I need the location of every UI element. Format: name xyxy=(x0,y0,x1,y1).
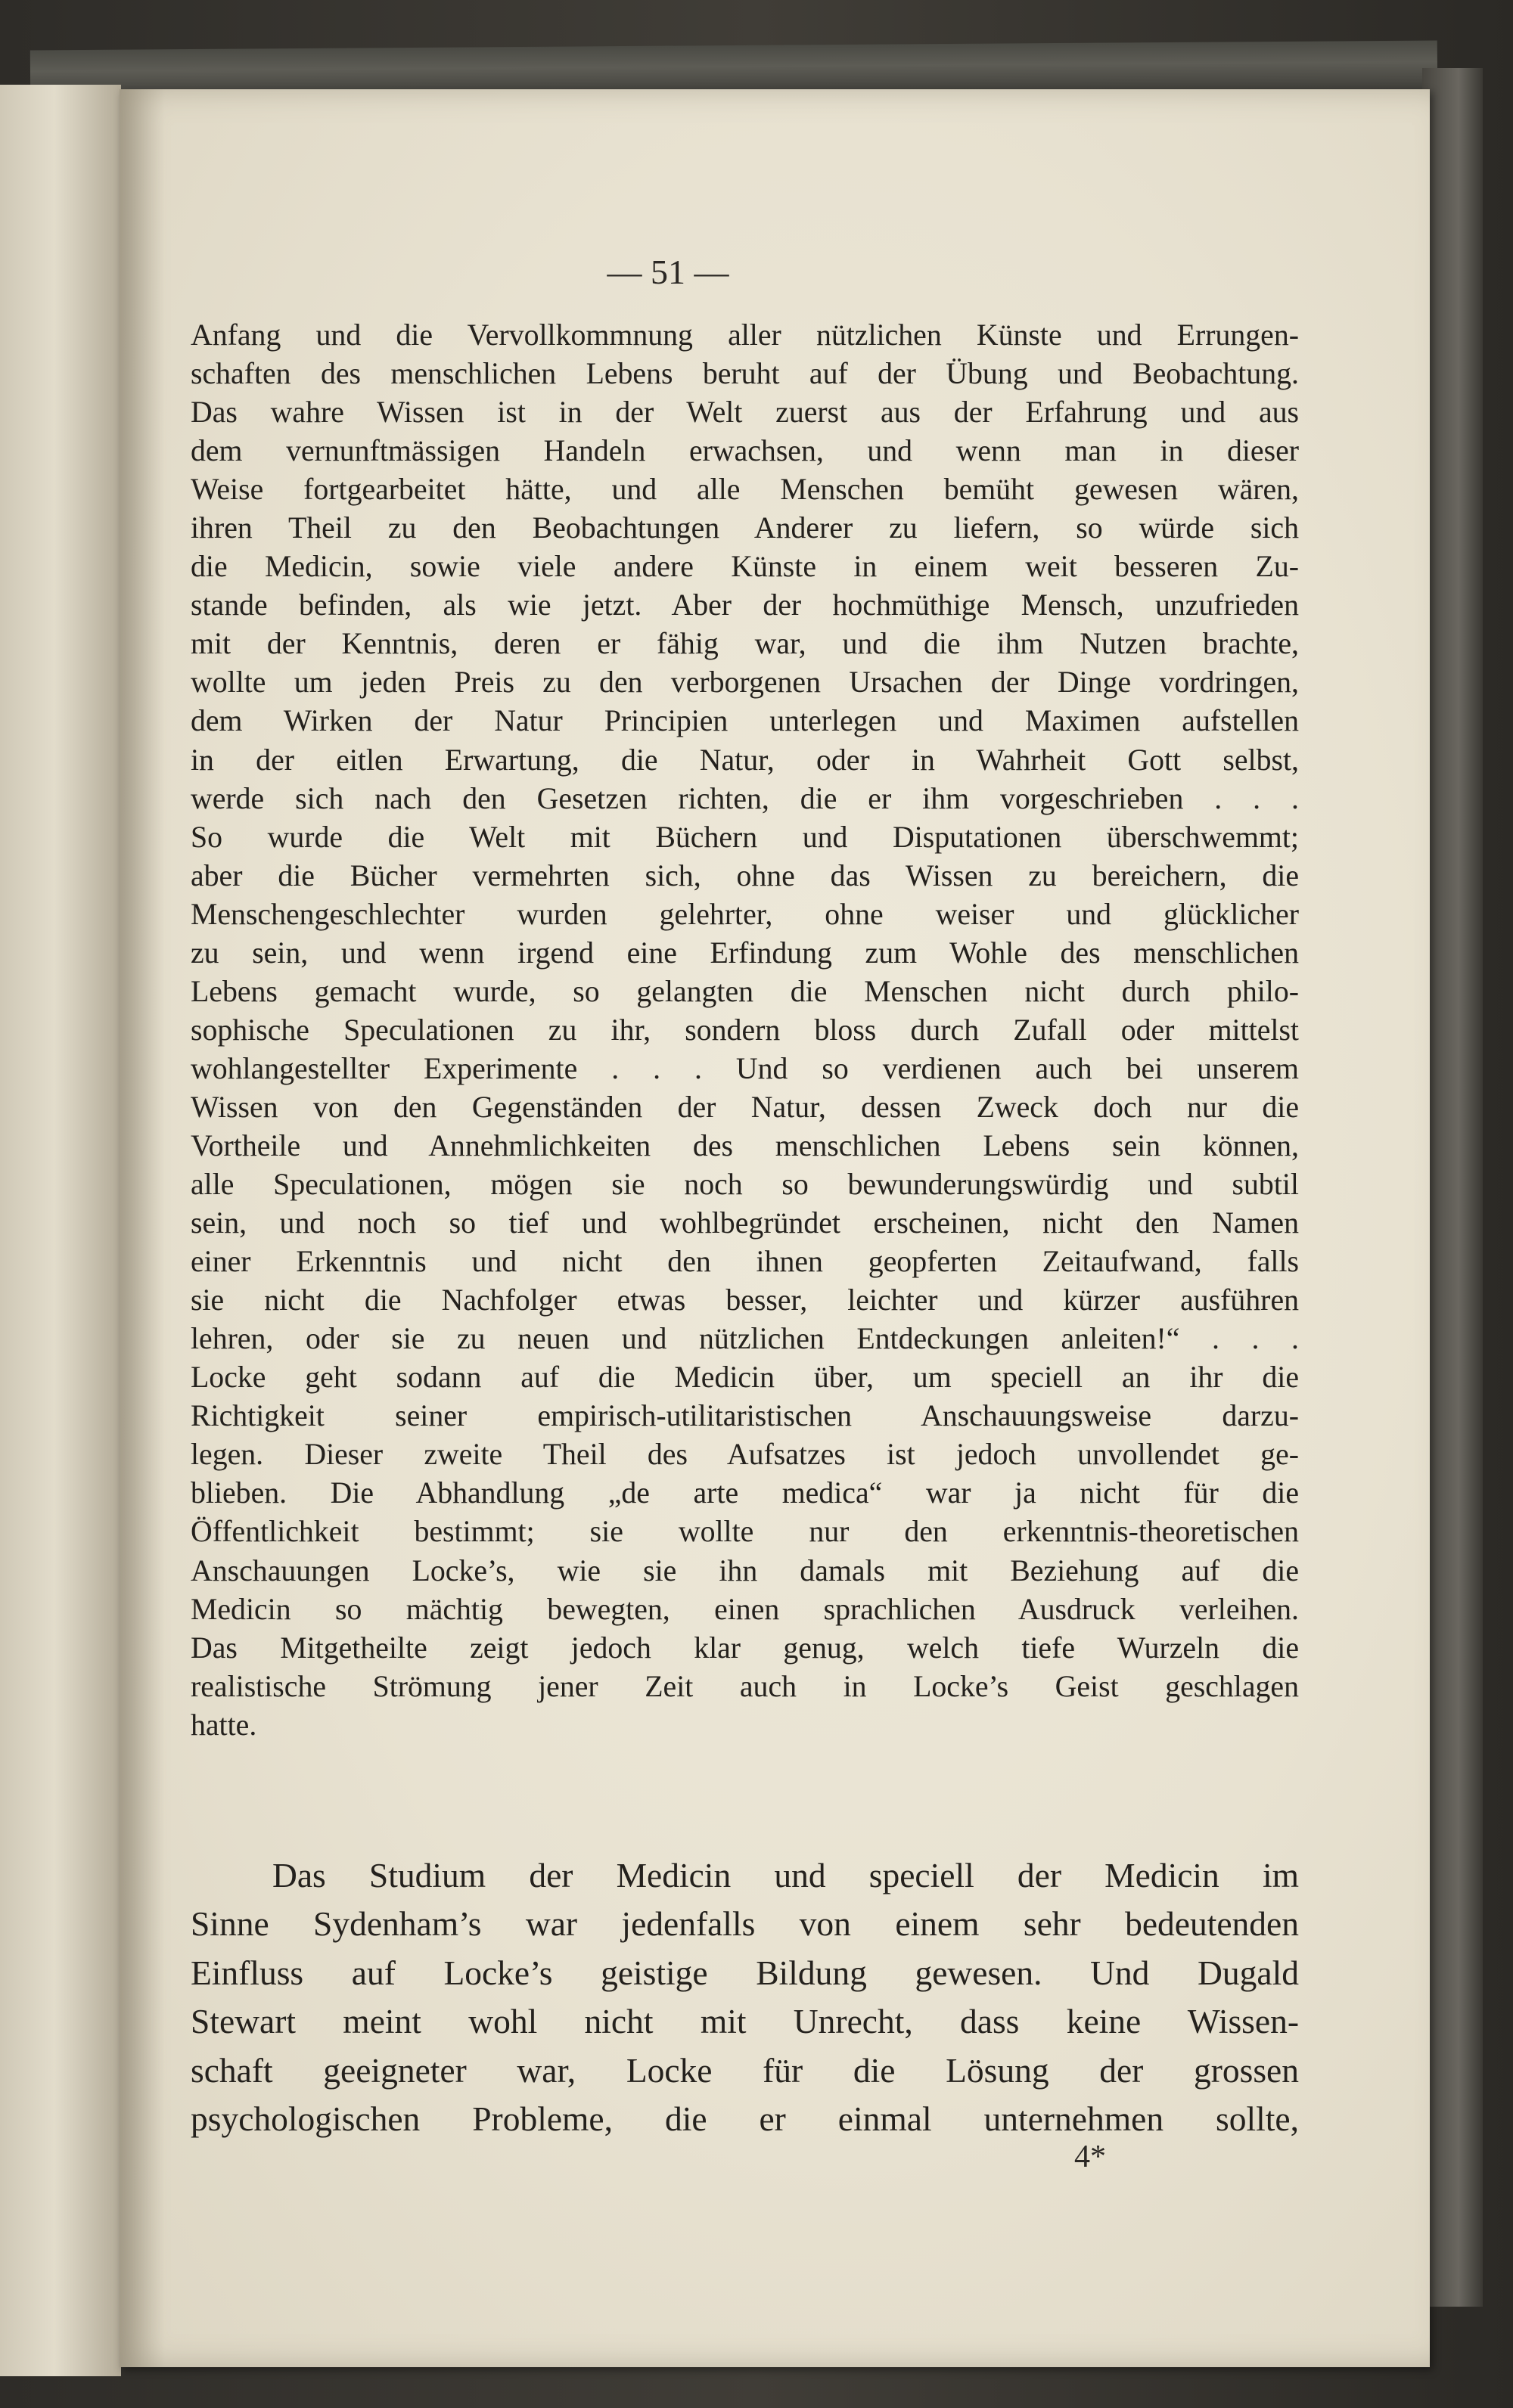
text-line: ihren Theil zu den Beobachtungen Anderer zu liefern, so würde sich xyxy=(191,511,1299,545)
book-page xyxy=(120,89,1430,2367)
text-line: Das Mitgetheilte zeigt jedoch klar genug, welch tiefe Wurzeln die xyxy=(191,1631,1299,1665)
text-line: in der eitlen Erwartung, die Natur, oder in Wahrheit Gott selbst, xyxy=(191,743,1299,777)
quoted-paragraph xyxy=(191,316,1299,1745)
text-line: Weise fortgearbeitet hätte, und alle Menschen bemüht gewesen wären, xyxy=(191,473,1299,507)
page-gutter-shadow xyxy=(120,89,165,2367)
text-line: Anschauungen Locke’s, wie sie ihn damals mit Beziehung auf die xyxy=(191,1553,1299,1587)
text-line: dem Wirken der Natur Principien unterlegen und Maximen aufstellen xyxy=(191,704,1299,738)
text-line: hatte. xyxy=(191,1708,257,1742)
text-line: Medicin so mächtig bewegten, einen sprachlichen Ausdruck verleihen. xyxy=(191,1592,1299,1626)
facing-page-edge xyxy=(0,85,121,2376)
text-line: Einfluss auf Locke’s geistige Bildung gewesen. Und Dugald xyxy=(191,1953,1299,1992)
signature-mark: 4* xyxy=(1074,2140,1106,2174)
text-line: Sinne Sydenham’s war jedenfalls von einem sehr bedeutenden xyxy=(191,1904,1299,1944)
text-line: schaften des menschlichen Lebens beruht auf der Übung und Beobachtung. xyxy=(191,357,1299,391)
text-line: sie nicht die Nachfolger etwas besser, leichter und kürzer ausführen xyxy=(191,1283,1299,1317)
page-number: — 51 — xyxy=(607,253,729,291)
text-line: Richtigkeit seiner empirisch-utilitaristischen Anschauungsweise darzu- xyxy=(191,1399,1299,1433)
text-line: blieben. Die Abhandlung „de arte medica“ war ja nicht für die xyxy=(191,1476,1299,1510)
text-line: alle Speculationen, mögen sie noch so bewunderungswürdig und subtil xyxy=(191,1168,1299,1202)
text-line: Das wahre Wissen ist in der Welt zuerst aus der Erfahrung und aus xyxy=(191,396,1299,430)
text-line: So wurde die Welt mit Büchern und Disputationen überschwemmt; xyxy=(191,820,1299,854)
text-line: Vortheile und Annehmlichkeiten des menschlichen Lebens sein können, xyxy=(191,1128,1299,1162)
text-line: Das Studium der Medicin und speciell der Medicin im xyxy=(272,1856,1299,1894)
text-line: Öffentlichkeit bestimmt; sie wollte nur den erkenntnis-theoretischen xyxy=(191,1515,1299,1549)
text-line: Anfang und die Vervollkommnung aller nützlichen Künste und Errungen- xyxy=(191,318,1299,352)
text-line: lehren, oder sie zu neuen und nützlichen Entdeckungen anleiten!“ . . . xyxy=(191,1322,1299,1356)
text-line: legen. Dieser zweite Theil des Aufsatzes ist jedoch unvollendet ge- xyxy=(191,1438,1299,1472)
text-line: aber die Bücher vermehrten sich, ohne das Wissen zu bereichern, die xyxy=(191,858,1299,892)
text-line: Stewart meint wohl nicht mit Unrecht, dass keine Wissen- xyxy=(191,2002,1299,2041)
text-line: einer Erkenntnis und nicht den ihnen geopferten Zeitaufwand, falls xyxy=(191,1245,1299,1279)
text-line: wohlangestellter Experimente . . . Und so verdienen auch bei unserem xyxy=(191,1051,1299,1085)
text-line: Menschengeschlechter wurden gelehrter, ohne weiser und glücklicher xyxy=(191,897,1299,931)
text-line: zu sein, und wenn irgend eine Erfindung zum Wohle des menschlichen xyxy=(191,936,1299,970)
book-cover-right-edge xyxy=(1422,68,1483,2307)
text-line: mit der Kenntnis, deren er fähig war, und die ihm Nutzen brachte, xyxy=(191,627,1299,661)
text-line: stande befinden, als wie jetzt. Aber der hochmüthige Mensch, unzufrieden xyxy=(191,588,1299,622)
text-line: werde sich nach den Gesetzen richten, die er ihm vorgeschrieben . . . xyxy=(191,781,1299,815)
text-line: schaft geeigneter war, Locke für die Lösung der grossen xyxy=(191,2050,1299,2090)
text-line: Wissen von den Gegenständen der Natur, dessen Zweck doch nur die xyxy=(191,1090,1299,1124)
text-line: dem vernunftmässigen Handeln erwachsen, und wenn man in dieser xyxy=(191,434,1299,468)
text-line: realistische Strömung jener Zeit auch in Locke’s Geist geschlagen xyxy=(191,1669,1299,1703)
text-line: sein, und noch so tief und wohlbegründet erscheinen, nicht den Namen xyxy=(191,1206,1299,1240)
main-paragraph xyxy=(191,1851,1299,2143)
text-line: wollte um jeden Preis zu den verborgenen Ursachen der Dinge vordringen, xyxy=(191,666,1299,700)
text-line: Locke geht sodann auf die Medicin über, um speciell an ihr die xyxy=(191,1361,1299,1395)
text-line: sophische Speculationen zu ihr, sondern bloss durch Zufall oder mittelst xyxy=(191,1013,1299,1047)
text-line: psychologischen Probleme, die er einmal unternehmen sollte, xyxy=(191,2099,1299,2139)
text-line: Lebens gemacht wurde, so gelangten die Menschen nicht durch philo- xyxy=(191,974,1299,1008)
text-line: die Medicin, sowie viele andere Künste in einem weit besseren Zu- xyxy=(191,550,1299,584)
